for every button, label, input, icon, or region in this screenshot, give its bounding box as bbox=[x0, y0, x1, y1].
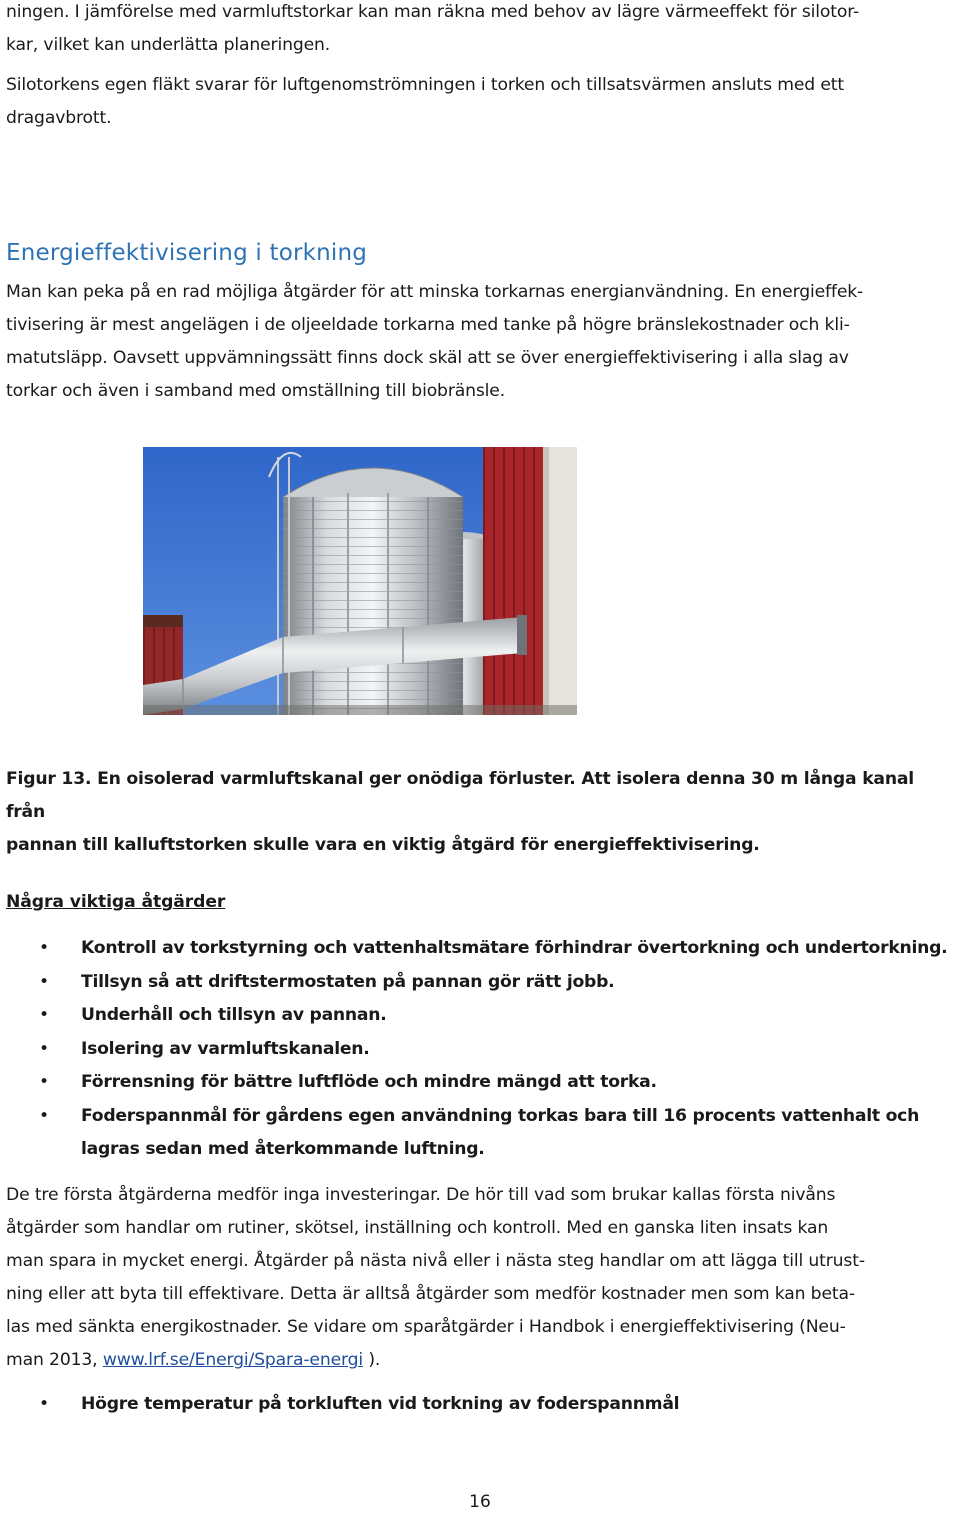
bullet-icon: • bbox=[39, 971, 49, 992]
intro-block bbox=[6, 0, 956, 135]
text-line: torkar och även i samband med omställning till biobränsle. bbox=[6, 381, 506, 401]
text-line: man spara in mycket energi. Åtgärder på nästa nivå eller i nästa steg handlar om att lägga till utrust- bbox=[6, 1251, 865, 1271]
list-item-text: Foderspannmål för gårdens egen användning torkas bara till 16 procents vattenhalt och bbox=[81, 1105, 920, 1126]
list-item bbox=[6, 966, 960, 1000]
figure-caption bbox=[6, 763, 958, 862]
bullet-icon: • bbox=[39, 1394, 49, 1414]
measures-heading: Några viktiga åtgärder bbox=[6, 892, 226, 912]
intro-paragraph-1 bbox=[6, 0, 956, 62]
list-item bbox=[6, 999, 960, 1033]
page-number: 16 bbox=[469, 1492, 491, 1512]
text-line: dragavbrott. bbox=[6, 108, 112, 128]
silo-illustration bbox=[143, 447, 577, 715]
final-list bbox=[6, 1388, 960, 1422]
caption-line: Figur 13. En oisolerad varmluftskanal ger onödiga förluster. Att isolera denna 30 m långa kanal från bbox=[6, 769, 914, 822]
list-item bbox=[6, 1033, 960, 1067]
bullet-icon: • bbox=[39, 1072, 49, 1092]
list-item bbox=[6, 1388, 960, 1422]
list-item bbox=[6, 1100, 960, 1167]
text-line: ). bbox=[363, 1350, 381, 1370]
text-line: las med sänkta energikostnader. Se vidare om sparåtgärder i Handbok i energieffektivisering (Neu- bbox=[6, 1317, 846, 1337]
section-paragraph bbox=[6, 276, 956, 408]
bullet-icon: • bbox=[39, 938, 49, 958]
bullet-icon: • bbox=[39, 1105, 49, 1126]
text-line: Man kan peka på en rad möjliga åtgärder för att minska torkarnas energianvändning. En energieffek- bbox=[6, 282, 864, 302]
text-line: åtgärder som handlar om rutiner, skötsel, inställning och kontroll. Med en ganska liten insats kan bbox=[6, 1218, 829, 1238]
text-line: ning eller att byta till effektivare. Detta är alltså åtgärder som medför kostnader men som kan beta- bbox=[6, 1284, 855, 1304]
bullet-icon: • bbox=[39, 1038, 49, 1059]
list-item-text: Högre temperatur på torkluften vid torkning av foderspannmål bbox=[81, 1394, 680, 1414]
conclusion-paragraph bbox=[6, 1179, 956, 1377]
intro-paragraph-2 bbox=[6, 69, 956, 135]
list-item-text: Tillsyn så att driftstermostaten på pannan gör rätt jobb. bbox=[81, 971, 615, 992]
text-line: tivisering är mest angelägen i de oljeeldade torkarna med tanke på högre bränslekostnader och kli- bbox=[6, 315, 850, 335]
section-body bbox=[6, 276, 956, 408]
conclusion-block bbox=[6, 1179, 956, 1377]
measures-list bbox=[6, 932, 960, 1167]
lrf-energy-link[interactable]: www.lrf.se/Energi/Spara-energi bbox=[102, 1350, 364, 1370]
list-item-text: Isolering av varmluftskanalen. bbox=[81, 1038, 370, 1059]
text-line: ningen. I jämförelse med varmluftstorkar kan man räkna med behov av lägre värmeeffekt för silotor- bbox=[6, 2, 860, 22]
text-line: matutsläpp. Oavsett uppvämningssätt finns dock skäl att se över energieffektivisering i alla slag av bbox=[6, 348, 849, 368]
list-item-text: Förrensning för bättre luftflöde och mindre mängd att torka. bbox=[81, 1072, 657, 1092]
text-line: De tre första åtgärderna medför inga investeringar. De hör till vad som brukar kallas första nivåns bbox=[6, 1185, 836, 1205]
list-item bbox=[6, 932, 960, 966]
section-heading: Energieffektivisering i torkning bbox=[6, 240, 368, 266]
list-item bbox=[6, 1066, 960, 1100]
list-item-text: lagras sedan med återkommande luftning. bbox=[81, 1139, 485, 1159]
list-item-text: Kontroll av torkstyrning och vattenhaltsmätare förhindrar övertorkning och undertorkning. bbox=[81, 938, 948, 958]
text-line: Silotorkens egen fläkt svarar för luftgenomströmningen i torken och tillsatsvärmen ansluts med ett bbox=[6, 75, 844, 95]
silo-photo bbox=[143, 447, 577, 715]
text-line: man 2013, bbox=[6, 1350, 103, 1370]
caption-line: pannan till kalluftstorken skulle vara en viktig åtgärd för energieffektivisering. bbox=[6, 835, 760, 855]
list-item-text: Underhåll och tillsyn av pannan. bbox=[81, 1005, 387, 1025]
text-line: kar, vilket kan underlätta planeringen. bbox=[6, 35, 331, 55]
bullet-icon: • bbox=[39, 1005, 49, 1025]
